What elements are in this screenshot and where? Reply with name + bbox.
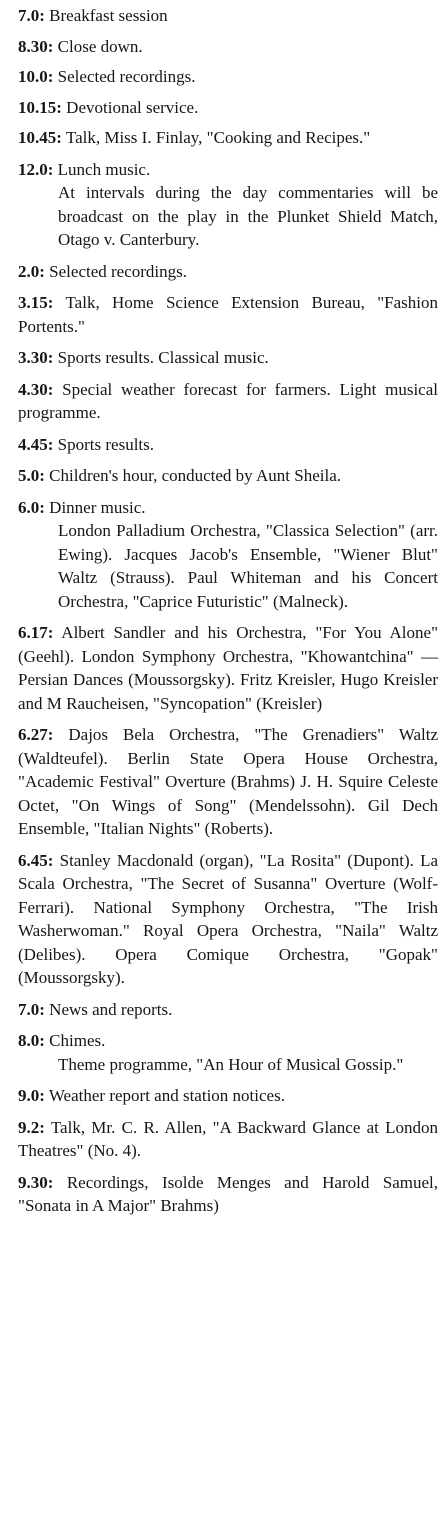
programme-entry xyxy=(18,998,438,1022)
programme-entry xyxy=(18,35,438,59)
entry-time: 7.0: xyxy=(18,6,45,25)
programme-entry xyxy=(18,1116,438,1163)
programme-entry xyxy=(18,1171,438,1218)
entry-time: 3.30: xyxy=(18,348,54,367)
programme-entry xyxy=(18,4,438,28)
entry-time: 4.30: xyxy=(18,379,54,399)
entry-time: 7.0: xyxy=(18,999,45,1019)
programme-entry xyxy=(18,96,438,120)
entry-time: 8.0: xyxy=(18,1031,45,1050)
programme-entry xyxy=(18,621,438,715)
programme-entry xyxy=(18,260,438,284)
entry-text: Sports results. xyxy=(57,434,155,454)
entry-text: Dajos Bela Orchestra, "The Grenadiers" Waltz (Waldteufel). Berlin State Opera House Orchestra, "Academic Festival" Overture (Brahms) J. H. Squire Celeste Octet, "On Wings of Song" (Mendelssohn). Gil Dech Ensemble, "Italian Nights" (Roberts). xyxy=(18,725,439,838)
entry-text: Children's hour, conducted by Aunt Sheila. xyxy=(49,466,341,485)
programme-entry xyxy=(18,65,438,89)
entry-text: Talk, Miss I. Finlay, "Cooking and Recipes." xyxy=(65,128,371,147)
entry-text: Sports results. Classical music. xyxy=(57,348,269,367)
entry-text: Stanley Macdonald (organ), "La Rosita" (Dupont). La Scala Orchestra, "The Secret of Susanna" Overture (Wolf-Ferrari). National Symphony Orchestra, "The Irish Washerwoman." Royal Opera Orchestra, "Naila" Waltz (Delibes). Opera Comique Orchestra, "Gopak" (Moussorgsky). xyxy=(18,850,438,987)
entry-time: 10.45: xyxy=(18,128,62,147)
entry-time: 10.15: xyxy=(18,97,62,117)
entry-text: Close down. xyxy=(57,36,143,56)
entry-time: 4.45: xyxy=(18,434,54,454)
entry-text: Talk, Home Science Extension Bureau, "Fashion Portents." xyxy=(18,293,438,336)
entry-time: 10.0: xyxy=(18,67,54,86)
entry-text: Chimes. xyxy=(49,1031,106,1050)
entry-note: At intervals during the day commentaries will be broadcast on the play in the Plunket Shield Match, Otago v. Canterbury. xyxy=(58,183,438,249)
entry-text: Selected recordings. xyxy=(49,261,188,281)
entry-time: 3.15: xyxy=(18,293,54,312)
programme-entry xyxy=(18,158,438,252)
entry-time: 9.0: xyxy=(18,1086,45,1105)
programme-entry xyxy=(18,126,438,150)
entry-text: Selected recordings. xyxy=(57,67,196,86)
programme-entry xyxy=(18,496,438,614)
entry-text: Weather report and station notices. xyxy=(48,1086,285,1105)
entry-time: 6.27: xyxy=(18,725,54,744)
entry-text: Special weather forecast for farmers. Light musical programme. xyxy=(18,379,438,422)
entry-text: Talk, Mr. C. R. Allen, "A Backward Glance at London Theatres" (No. 4). xyxy=(18,1117,438,1160)
programme-entry xyxy=(18,346,438,370)
programme-entry xyxy=(18,378,438,425)
entry-text: Dinner music. xyxy=(49,497,146,517)
entry-text: Lunch music. xyxy=(57,159,151,179)
entry-time: 9.2: xyxy=(18,1117,45,1137)
entry-time: 2.0: xyxy=(18,261,45,281)
programme-listing xyxy=(18,4,438,1226)
entry-time: 6.17: xyxy=(18,623,54,642)
entry-time: 9.30: xyxy=(18,1172,54,1192)
programme-entry xyxy=(18,464,438,488)
programme-entry xyxy=(18,723,438,841)
entry-time: 5.0: xyxy=(18,466,45,485)
programme-entry xyxy=(18,1029,438,1076)
entry-text: Devotional service. xyxy=(66,97,199,117)
programme-entry xyxy=(18,433,438,457)
entry-time: 6.45: xyxy=(18,850,54,870)
entry-time: 12.0: xyxy=(18,159,54,179)
entry-text: Albert Sandler and his Orchestra, "For You Alone" (Geehl). London Symphony Orchestra, "Khowantchina" —Persian Dances (Moussorgsky). Fritz Kreisler, Hugo Kreisler and M Raucheisen, "Syncopation" (Kreisler) xyxy=(18,623,439,713)
entry-note: London Palladium Orchestra, "Classica Selection" (arr. Ewing). Jacques Jacob's Ensemble, "Wiener Blut" Waltz (Strauss). Paul Whiteman and his Concert Orchestra, "Caprice Futuristic" (Malneck). xyxy=(58,521,438,611)
entry-note: Theme programme, "An Hour of Musical Gossip." xyxy=(58,1054,404,1074)
programme-entry xyxy=(18,1084,438,1108)
entry-time: 8.30: xyxy=(18,36,54,56)
programme-entry xyxy=(18,849,438,990)
entry-time: 6.0: xyxy=(18,497,45,517)
programme-entry xyxy=(18,291,438,338)
entry-text: Breakfast session xyxy=(49,6,168,25)
entry-text: Recordings, Isolde Menges and Harold Samuel, "Sonata in A Major" Brahms) xyxy=(18,1172,438,1215)
entry-text: News and reports. xyxy=(49,999,173,1019)
